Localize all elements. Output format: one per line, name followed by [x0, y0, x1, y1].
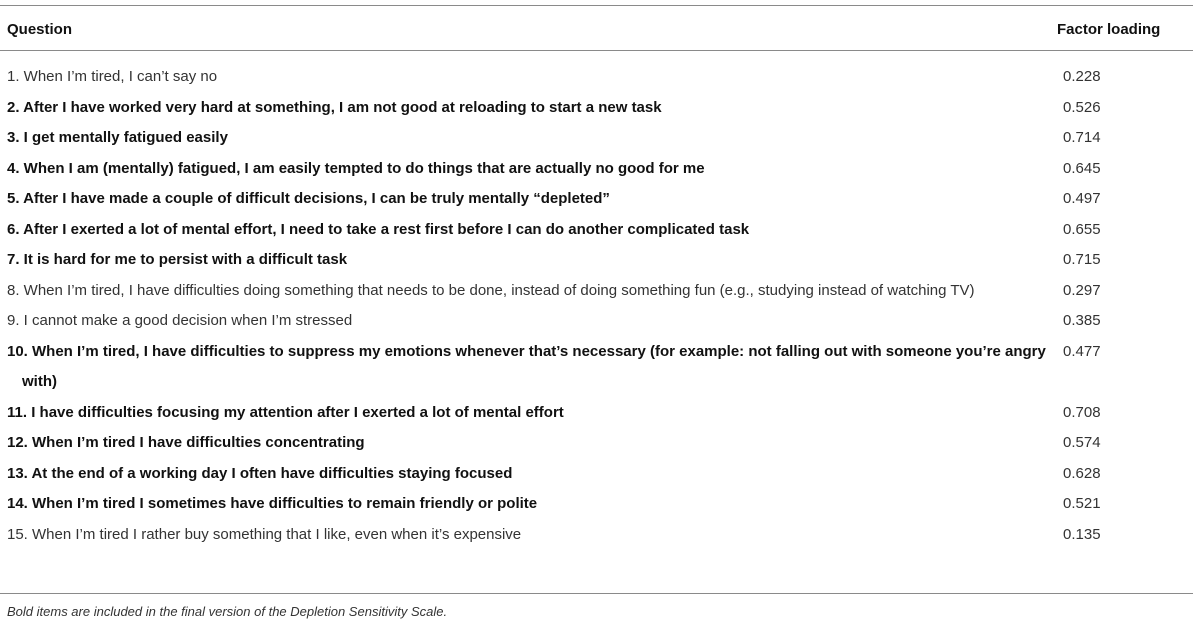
factor-loading-value: 0.655: [1063, 220, 1101, 238]
header-factor-loading: Factor loading: [1057, 21, 1161, 38]
header-rule: [0, 50, 1193, 51]
table-row: [0, 489, 1200, 520]
question-text: 11. I have difficulties focusing my attention after I exerted a lot of mental effort: [7, 403, 564, 421]
bottom-rule: [0, 593, 1193, 594]
factor-loading-value: 0.714: [1063, 129, 1101, 146]
question-cell: [0, 93, 1047, 124]
question-cell: [0, 215, 1047, 246]
factor-loading-value: 0.526: [1063, 98, 1101, 116]
question-text: 7. It is hard for me to persist with a difficult task: [7, 251, 348, 268]
table-row: [0, 398, 1200, 429]
table-row: [0, 337, 1200, 398]
question-cell: [0, 337, 1047, 398]
factor-loading-value: 0.715: [1063, 251, 1101, 268]
question-text: 15. When I’m tired I rather buy something that I like, even when it’s expensive: [7, 525, 522, 543]
question-cell: [0, 245, 1047, 276]
factor-loading-value: 0.135: [1063, 525, 1101, 543]
question-text: 13. At the end of a working day I often have difficulties staying focused: [7, 464, 513, 482]
table-row: [0, 123, 1200, 154]
factor-loading-value: 0.477: [1063, 342, 1101, 360]
question-text: 1. When I’m tired, I can’t say no: [7, 68, 218, 85]
table-footnote: Bold items are included in the final version of the Depletion Sensitivity Scale.: [7, 604, 448, 619]
question-text: 10. When I’m tired, I have difficulties to suppress my emotions whenever that’s necessary (for example: not falling out with someone you’re angry with): [7, 342, 1046, 390]
header-question: Question: [7, 21, 73, 38]
question-text: 8. When I’m tired, I have difficulties doing something that needs to be done, instead of doing something fun (e.g., studying instead of watching TV): [7, 281, 975, 299]
question-text: 2. After I have worked very hard at something, I am not good at reloading to start a new task: [7, 98, 662, 116]
question-cell: [0, 459, 1047, 490]
table-row: [0, 215, 1200, 246]
table-row: [0, 459, 1200, 490]
question-text: 14. When I’m tired I sometimes have difficulties to remain friendly or polite: [7, 495, 538, 512]
question-cell: [0, 398, 1047, 429]
table-row: [0, 93, 1200, 124]
factor-loading-value: 0.708: [1063, 403, 1101, 421]
table-row: [0, 428, 1200, 459]
factor-loading-value: 0.645: [1063, 159, 1101, 177]
factor-loading-value: 0.521: [1063, 495, 1101, 512]
question-cell: [0, 428, 1047, 459]
question-cell: [0, 520, 1047, 551]
question-text: 4. When I am (mentally) fatigued, I am easily tempted to do things that are actually no good for me: [7, 159, 705, 177]
factor-loading-value: 0.497: [1063, 190, 1101, 207]
question-text: 5. After I have made a couple of difficult decisions, I can be truly mentally “depleted”: [7, 190, 610, 207]
table-row: [0, 520, 1200, 551]
question-cell: [0, 184, 1047, 215]
question-text: 3. I get mentally fatigued easily: [7, 129, 228, 146]
table-row: [0, 245, 1200, 276]
top-rule: [0, 5, 1193, 6]
question-text: 9. I cannot make a good decision when I’m stressed: [7, 312, 353, 329]
table-row: [0, 62, 1200, 93]
question-cell: [0, 489, 1047, 520]
question-text: 6. After I exerted a lot of mental effort, I need to take a rest first before I can do another complicated task: [7, 220, 750, 238]
factor-loading-value: 0.228: [1063, 68, 1101, 85]
table-body: [0, 62, 1200, 550]
table-row: [0, 306, 1200, 337]
table-row: [0, 184, 1200, 215]
factor-loading-value: 0.297: [1063, 281, 1101, 299]
question-text: 12. When I’m tired I have difficulties concentrating: [7, 434, 365, 451]
factor-loading-value: 0.385: [1063, 312, 1101, 329]
factor-loading-value: 0.628: [1063, 464, 1101, 482]
question-cell: [0, 62, 1047, 93]
question-cell: [0, 154, 1047, 185]
question-cell: [0, 276, 1047, 307]
table-row: [0, 154, 1200, 185]
factor-loading-value: 0.574: [1063, 434, 1101, 451]
question-cell: [0, 123, 1047, 154]
table-row: [0, 276, 1200, 307]
question-cell: [0, 306, 1047, 337]
loadings-table: [0, 62, 1200, 550]
